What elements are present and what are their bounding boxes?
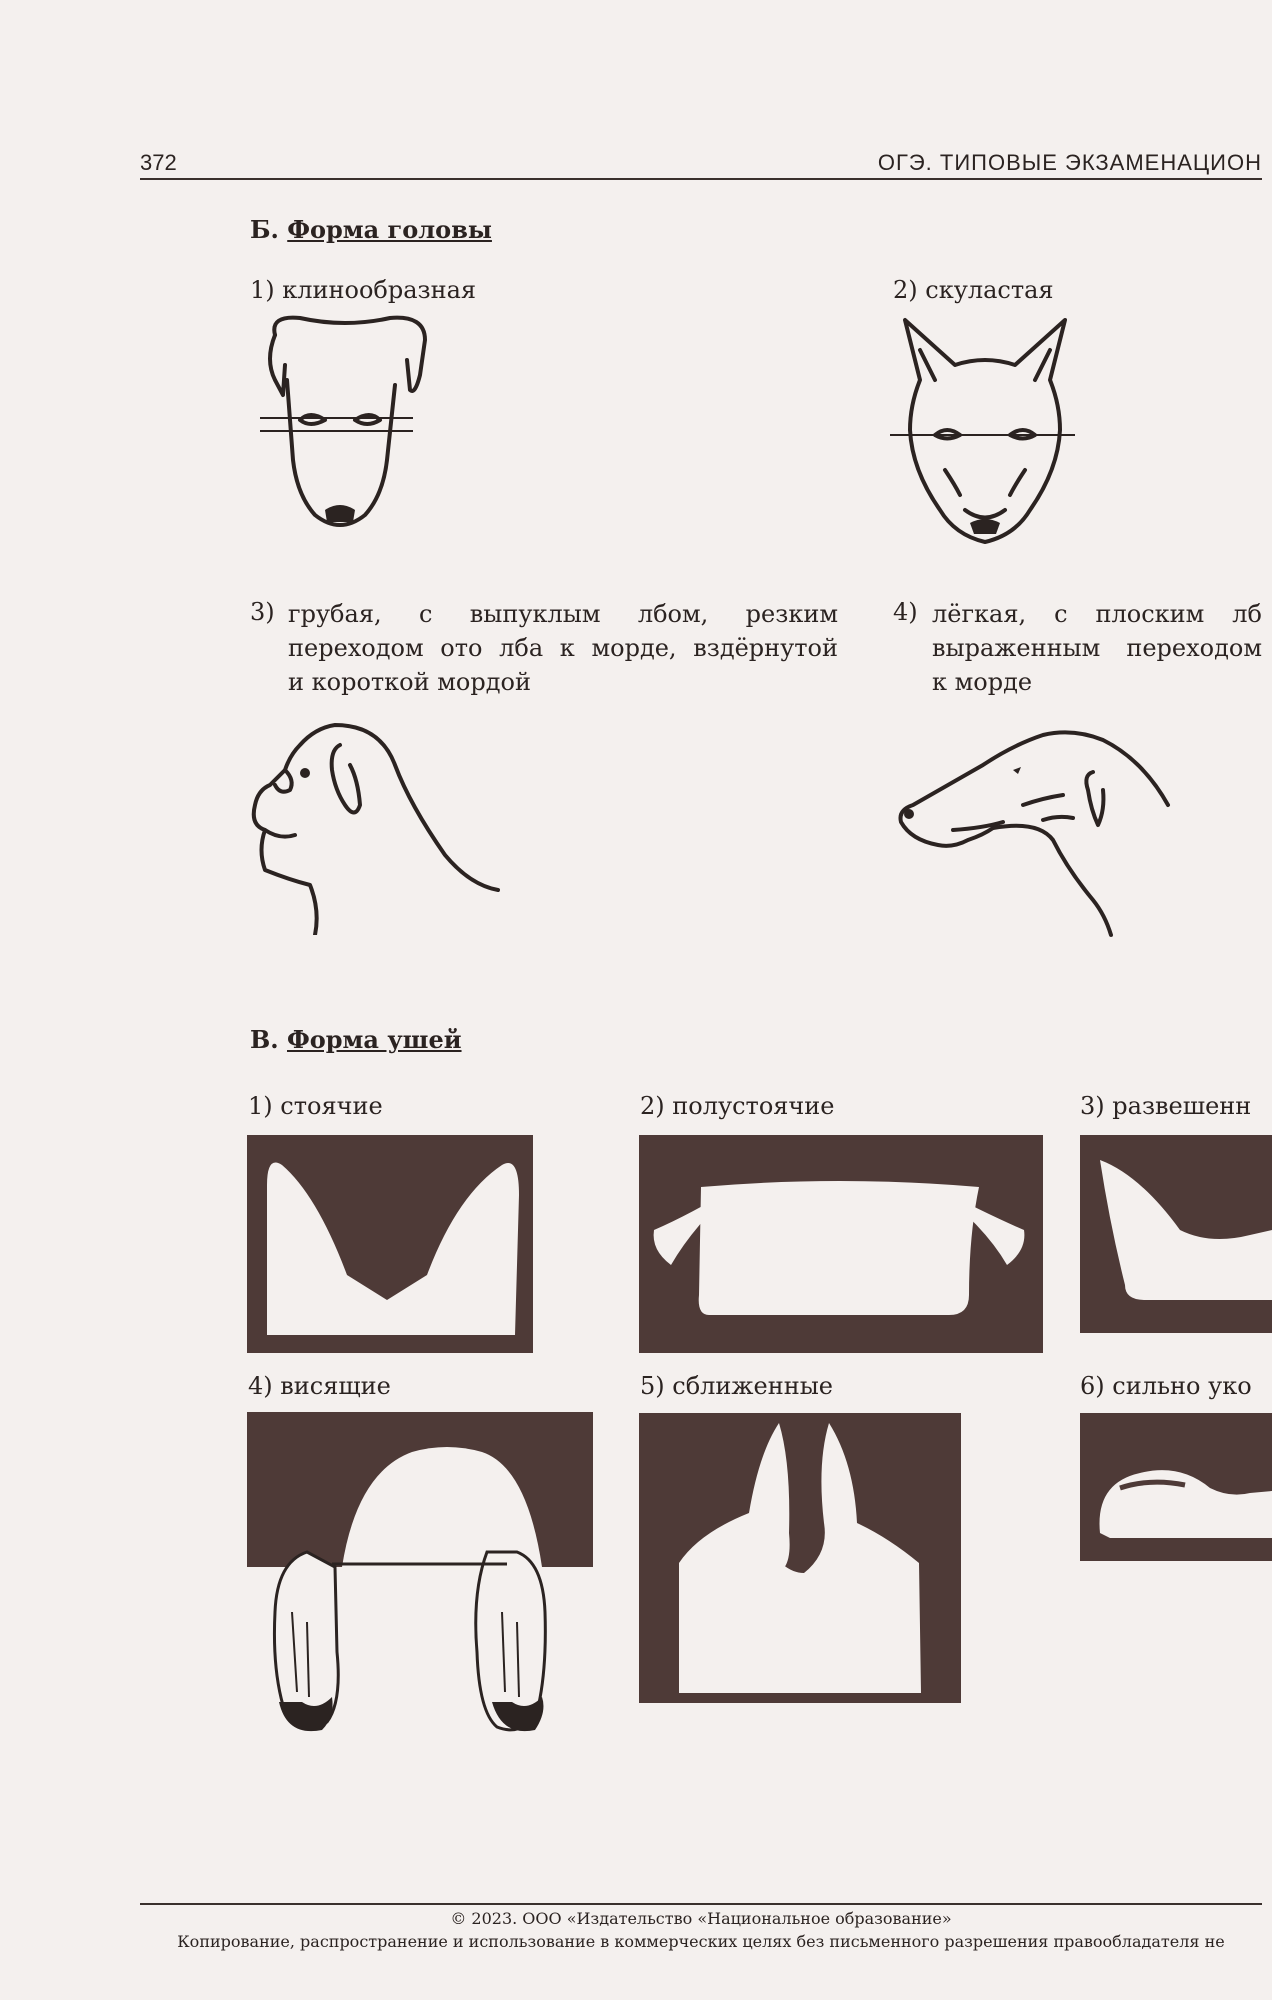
footer-copyright: © 2023. ООО «Издательство «Национальное образование»	[450, 1909, 952, 1928]
ear-shape-6-label: 6) сильно уко	[1080, 1372, 1252, 1400]
head-shape-4-label: лёгкая, с плоским лб выраженным переходом к морде	[932, 600, 1262, 696]
section-b-title: Форма головы	[287, 215, 492, 244]
ear-shape-2-label: 2) полустоячие	[640, 1092, 835, 1120]
cropped-ears-illustration	[1080, 1413, 1272, 1561]
head-shape-2-label: 2) скуластая	[893, 276, 1054, 304]
wedge-head-illustration	[255, 310, 435, 550]
section-b-letter: Б.	[250, 215, 279, 244]
rough-head-profile-illustration	[250, 710, 505, 935]
footer-rule	[140, 1903, 1262, 1905]
head-shape-3-num: 3)	[250, 598, 275, 626]
head-shape-4-num: 4)	[893, 598, 918, 626]
page-number: 372	[140, 150, 177, 175]
ear-shape-1-label: 1) стоячие	[248, 1092, 383, 1120]
head-shape-1-label: 1) клинообразная	[250, 276, 477, 304]
standing-ears-illustration	[247, 1135, 533, 1353]
ear-shape-5-label: 5) сближенные	[640, 1372, 833, 1400]
spread-ears-illustration	[1080, 1135, 1272, 1333]
section-v-heading	[250, 1025, 462, 1054]
header-rule	[140, 178, 1262, 180]
running-title: ОГЭ. ТИПОВЫЕ ЭКЗАМЕНАЦИОН	[877, 150, 1262, 175]
cheeky-head-illustration	[890, 310, 1080, 570]
close-set-ears-illustration	[639, 1413, 961, 1703]
light-head-profile-illustration	[893, 710, 1173, 940]
head-shape-3-label: грубая, с выпуклым лбом, резким переходом ото лба к морде, вздёрнутой и короткой мордой	[288, 600, 838, 696]
section-v-title: Форма ушей	[287, 1025, 462, 1054]
section-v-letter: В.	[250, 1025, 279, 1054]
footer-notice: Копирование, распространение и использование в коммерческих целях без письменного разрешения правообладателя не	[177, 1932, 1225, 1951]
ear-shape-4-label: 4) висящие	[248, 1372, 391, 1400]
semi-erect-ears-illustration	[639, 1135, 1043, 1353]
section-b-heading	[250, 215, 492, 244]
hanging-ears-illustration	[247, 1412, 597, 1742]
ear-shape-3-label: 3) развешенн	[1080, 1092, 1252, 1120]
